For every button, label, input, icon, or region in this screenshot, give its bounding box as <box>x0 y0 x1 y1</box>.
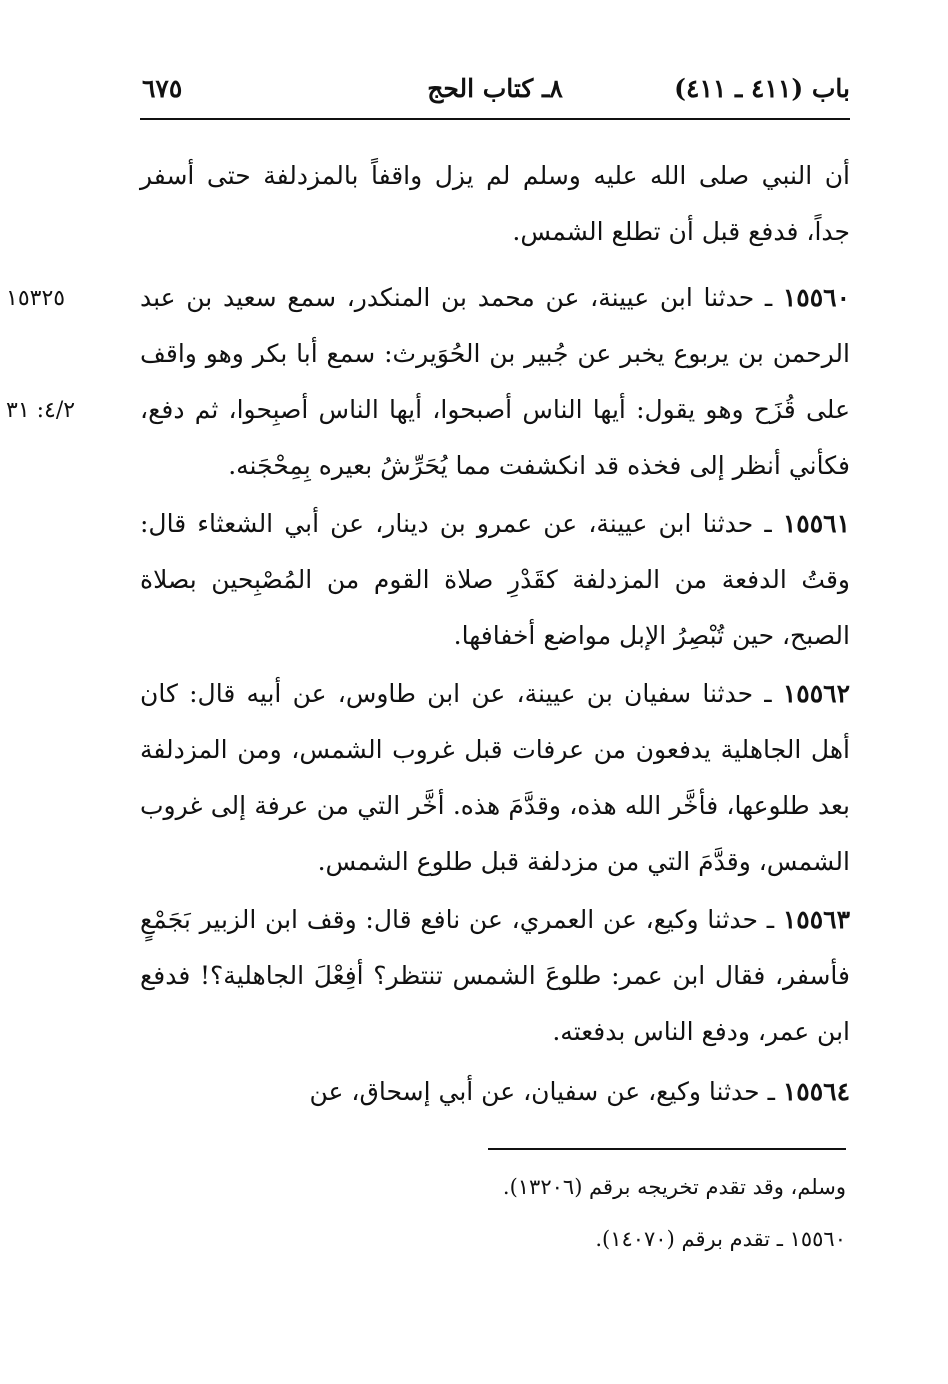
hadith-text: ـ حدثنا وكيع، عن العمري، عن نافع قال: وقف ابن الزبير بَجَمْعٍ فأسفر، فقال ابن عمر: طلوعَ الشمس تنتظر؟ أفِعْلَ الجاهلية؟! فدفع ابن عمر، ودفع الناس بدفعته. <box>140 905 850 1046</box>
footnote: ١٥٥٦٠ ـ تقدم برقم (١٤٠٧٠). <box>595 1227 846 1251</box>
chapter-heading: باب (٤١١ ـ ٤١١) <box>674 74 850 103</box>
hadith-text: ـ حدثنا ابن عيينة، عن محمد بن المنكدر، سمع سعيد بن عبد الرحمن بن يربوع يخبر عن جُبير بن الحُوَيرث: سمع أبا بكر وهو واقف على قُزَح وهو يقول: أيها الناس أصبحوا، أيها الناس أصبِحوا، ثم دفع، فكأني أنظر إلى فخذه قد انكشفت مما يُحَرِّشُ بعيره بِمِحْجَنه. <box>140 283 850 480</box>
hadith-number: ١٥٥٦٤ <box>782 1077 850 1106</box>
paragraph-text: أن النبي صلى الله عليه وسلم لم يزل واقفاً بالمزدلفة حتى أسفر جداً، فدفع قبل أن تطلع الشمس. <box>140 161 850 246</box>
hadith-number: ١٥٥٦٠ <box>782 283 850 312</box>
hadith-text: ـ حدثنا سفيان بن عيينة، عن ابن طاوس، عن أبيه قال: كان أهل الجاهلية يدفعون من عرفات قبل غروب الشمس، ومن المزدلفة بعد طلوعها، فأخَّر الله هذه، وقدَّمَ هذه. أخَّر التي من عرفة إلى غروب الشمس، وقدَّمَ التي من مزدلفة قبل طلوع الشمس. <box>140 679 850 876</box>
footnote-divider <box>488 1148 846 1150</box>
margin-reference: ٤/٢: ٣١ <box>6 398 76 423</box>
page-header <box>140 70 850 116</box>
hadith-text: ـ حدثنا وكيع، عن سفيان، عن أبي إسحاق، عن <box>309 1077 783 1106</box>
hadith-number: ١٥٥٦٢ <box>782 679 850 708</box>
book-title: ٨ـ كتاب الحج <box>427 74 563 103</box>
paragraph-continuation <box>140 148 850 260</box>
hadith-15562 <box>140 666 850 890</box>
hadith-15560 <box>140 270 850 494</box>
hadith-number: ١٥٥٦٣ <box>782 905 850 934</box>
footnote: وسلم، وقد تقدم تخريجه برقم (١٣٢٠٦). <box>502 1175 846 1199</box>
hadith-15561 <box>140 496 850 664</box>
page-number: ٦٧٥ <box>142 74 183 103</box>
margin-reference: ١٥٣٢٥ <box>6 286 66 311</box>
hadith-number: ١٥٥٦١ <box>782 509 850 538</box>
hadith-15563 <box>140 892 850 1060</box>
header-divider <box>140 118 850 120</box>
hadith-15564 <box>140 1064 850 1120</box>
hadith-text: ـ حدثنا ابن عيينة، عن عمرو بن دينار، عن أبي الشعثاء قال: وقتُ الدفعة من المزدلفة كقَدْرِ صلاة القوم من المُصْبِحين بصلاة الصبح، حين تُبْصِرُ الإبل مواضع أخفافها. <box>140 509 850 650</box>
